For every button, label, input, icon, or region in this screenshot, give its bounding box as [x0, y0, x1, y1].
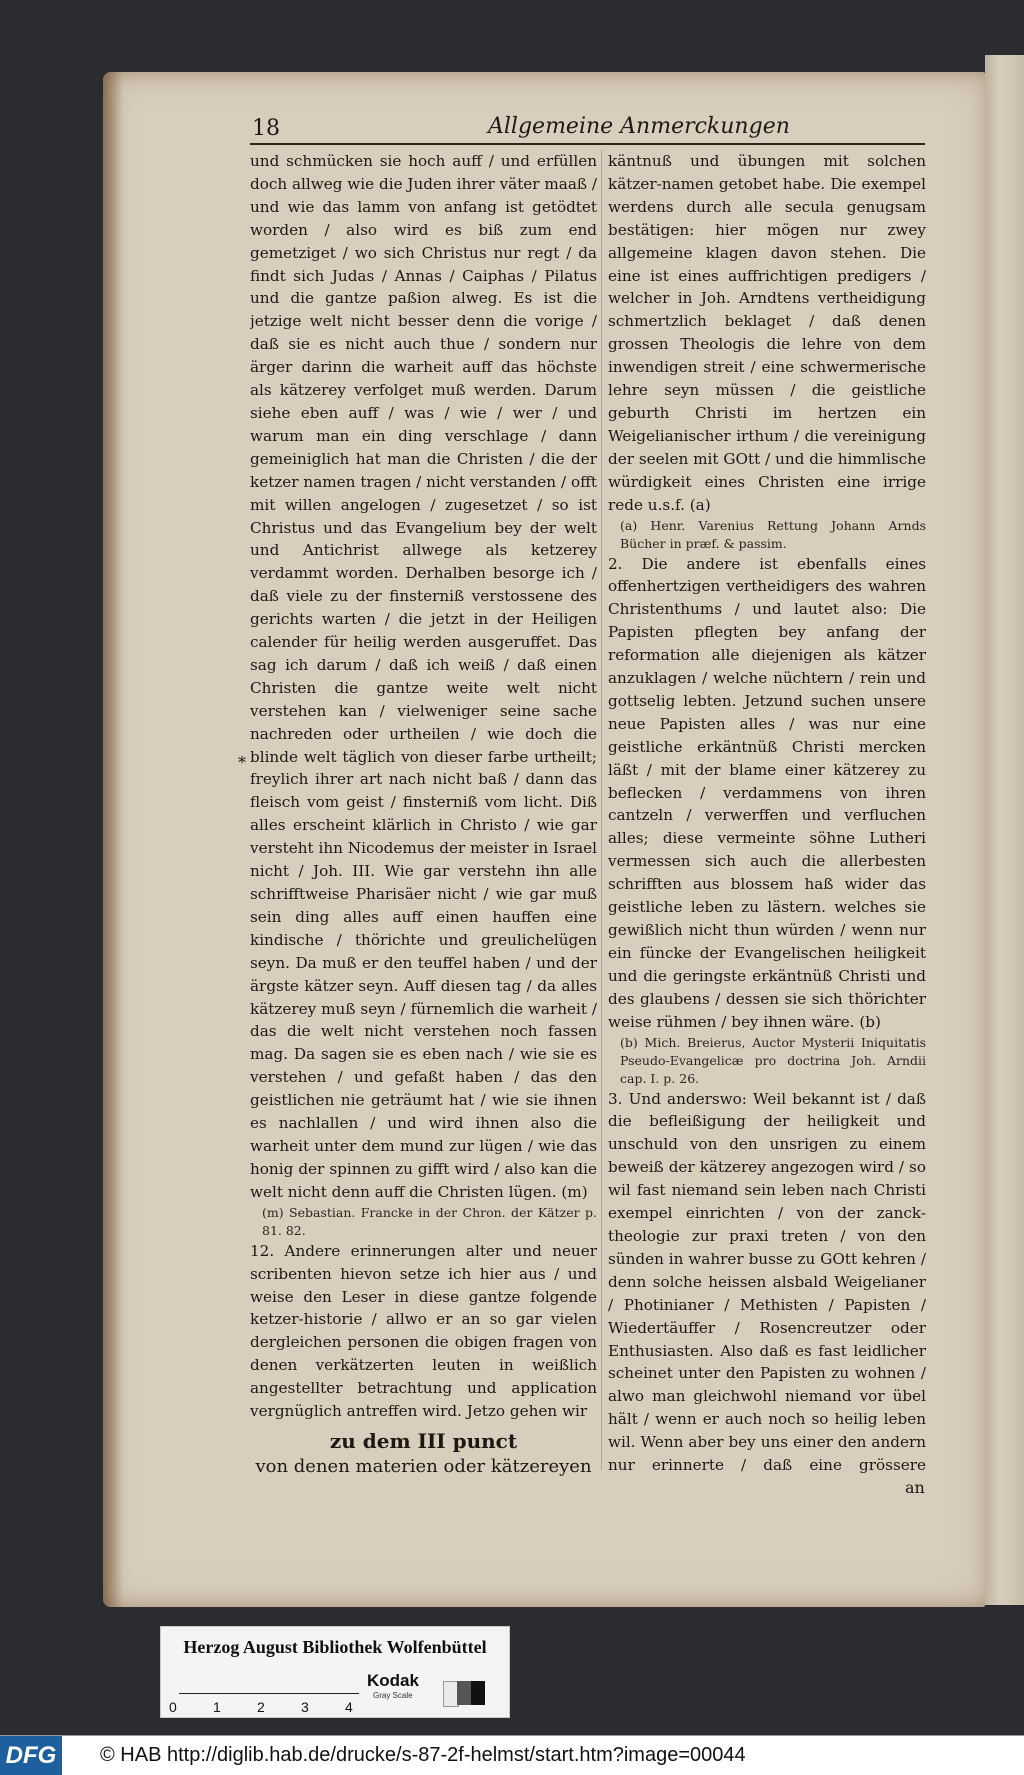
library-name: Herzog August Bibliothek Wolfenbüttel: [183, 1637, 487, 1657]
section-heading: zu dem III punct: [329, 1428, 518, 1453]
footnote-a: (a) Henr. Varenius Rettung Johann Arnds Bücher in præf. & passim.: [620, 517, 926, 551]
column-divider: [601, 150, 602, 1470]
ruler-tick-label: 2: [257, 1699, 265, 1715]
right-body-text-1: käntnuß und übungen mit solchen kätzer-namen getobet habe. Die exempel werdens durch alle secula genugsam bestätigen: hier mögen nur zwey allgemeine klagen davon stehen. Die eine ist eines auffrichtigen predigers / welcher in Joh. Arndtens vertheidigung schmertzlich beklaget / daß denen grossen Theologis die lehre von dem inwendigen streit / eine schwermerische lehre seyn müssen / die geistliche geburth Christi im hertzen ein Weigelianischer irthum / die vereinigung der seelen mit GOtt / und die himmlische würdigkeit eines Christen eine irrige rede u.s.f. (a): [608, 152, 926, 514]
paragraph-2: 2. Die andere ist ebenfalls eines offenhertzigen vertheidigers des wahren Christenthums / und lautet also: Die Papisten pflegten bey anfang der reformation alle diejenigen als kätzer anzuklagen / welche nüchtern / rein und gottselig lebten. Jetzund suchen unsere neue Papisten alles / was nur eine geistliche erkäntnüß Christi mercken läßt / mit der blame einer kätzerey zu beflecken / verdammens von ihren cantzeln / verwerffen und verfluchen alles; diese vermeinte söhne Lutheri vermessen sich auch die allerbesten schrifften aus blossem haß wider das geistliche leben zu lästern. welches sie gewißlich nicht thun würden / wenn nur ein füncke der Evangelischen heiligkeit und die geringste erkäntnüß Christi und des glaubens / dessen sie sich thörichter weise rühmen / bey ihnen wäre. (b): [608, 554, 926, 1031]
dfg-logo: DFG: [0, 1736, 62, 1775]
facing-page-edge: [985, 55, 1024, 1605]
copyright-link[interactable]: © HAB http://diglib.hab.de/drucke/s-87-2f-helmst/start.htm?image=00044: [100, 1744, 746, 1766]
header-rule: [250, 143, 925, 145]
section-subheading: von denen materien oder kätzereyen: [255, 1455, 592, 1477]
running-title: Allgemeine Anmerckungen: [488, 114, 790, 139]
ruler-line: [179, 1693, 359, 1694]
gray-scale-label: Gray Scale: [373, 1691, 413, 1700]
ruler-tick-label: 0: [169, 1699, 177, 1715]
page-header: [250, 114, 930, 144]
page-number: 18: [252, 116, 280, 141]
kodak-brand: Kodak: [367, 1671, 419, 1690]
paragraph-12: 12. Andere erinnerungen alter und neuer scribenten hievon setze ich hier aus / und weise den Leser in diese gantze folgende ketzer-historie / allwo er an so gar vielen dergleichen personen die obigen fragen von denen verkätzerten leuten in weißlich angestellter betrachtung und application vergnüglich antreffen wird. Jetzo gehen wir: [250, 1241, 597, 1421]
ruler-tick-label: 3: [301, 1699, 309, 1715]
paragraph-3: 3. Und anderswo: Weil bekannt ist / daß die befleißigung der heiligkeit und unschuld von den unsrigen zu einem beweiß der kätzerey angezogen wird / so wil fast niemand sein leben nach Christi exempel einrichten / von der zanck-theologie zur praxi treten / von den sünden in wahrer busse zu GOtt kehren / denn solche heissen alsbald Weigelianer / Photinianer / Methisten / Papisten / Wiedertäuffer / Rosencreutzer oder Enthusiasten. Also daß es fast leidlicher scheinet unter den Papisten zu wohnen / alwo man gleichwohl niemand vor übel hält / wenn er auch noch so heilig leben wil. Wenn aber bey uns einer den andern nur erinnerte / daß eine grössere: [608, 1089, 926, 1475]
ruler-tick-label: 1: [213, 1699, 221, 1715]
left-column: [250, 150, 597, 1480]
color-target-card: [160, 1626, 510, 1718]
footnote-b: (b) Mich. Breierus, Auctor Mysterii Iniquitatis Pseudo-Evangelicæ pro doctrina Joh. Arndii cap. I. p. 26.: [620, 1034, 926, 1086]
page-gutter-shadow: [103, 72, 123, 1607]
footnote-m: (m) Sebastian. Francke in der Chron. der Kätzer p. 81. 82.: [262, 1204, 597, 1238]
gray-patch-black: [471, 1681, 485, 1705]
ruler-tick-label: 4: [345, 1699, 353, 1715]
margin-marker: *: [238, 753, 246, 772]
left-body-text: und schmücken sie hoch auff / und erfüllen doch allweg wie die Juden ihrer väter maaß / und wie das lamm von anfang ist getödtet worden / also wird es biß zum end gemetziget / wo sich Christus nur regt / da findt sich Judas / Annas / Caiphas / Pilatus und die gantze paßion alweg. Es ist die jetzige welt nicht besser denn die vorige / daß sie es nicht auch thue / sondern nur ärger darinn die warheit auff das höchste als kätzerey verfolget muß werden. Darum siehe eben auff / was / wie / wer / und warum man ein ding verschlage / dann gemeiniglich hat man die Christen / die der ketzer namen tragen / nicht verstanden / offt mit willen angelogen / zugesetzet / so ist Christus und das Evangelium bey der welt und Antichrist allwege als ketzerey verdammt worden. Derhalben besorge ich / daß viele zu der finsterniß verstossene des gerichts warten / die jetzt in der Heiligen calender für heilig werden ausgeruffet. Das sag ich darum / daß ich weiß / daß einen Christen die gantze weite welt nicht verstehen kan / vielweniger seine sache nachreden oder urtheilen / wie doch die blinde welt täglich von dieser farbe urtheilt; freylich ihrer art nach nicht baß / dann das fleisch vom geist / finsterniß vom licht. Diß alles erscheint klärlich in Christo / wie gar versteht ihn Nicodemus der meister in Israel nicht / Joh. III. Wie gar verstehn ihn alle schrifftweise Pharisäer nicht / wie gar muß sein ding alles auff einen hauffen eine kindische / thörichte und greulichelügen seyn. Da muß er den teuffel haben / und der ärgste kätzer seyn. Auff diesen tag / da alles kätzerey muß seyn / fürnemlich die warheit / das die welt nicht verstehen noch fassen mag. Da sagen sie es eben nach / wie sie es verstehen / und gefaßt haben / das den geistlichen nie geträumt hat / wie sie ihnen es nachlallen / und wird ihnen also die warheit unter dem mund zur lügen / wie das honig der spinnen zu gifft wird / also kan die welt nicht denn auff die Christen lügen. (m): [250, 152, 597, 1201]
gray-patch-mid: [457, 1681, 471, 1705]
footer-bar: [0, 1735, 1024, 1775]
right-column: [608, 150, 926, 1480]
catchword: an: [905, 1478, 925, 1497]
